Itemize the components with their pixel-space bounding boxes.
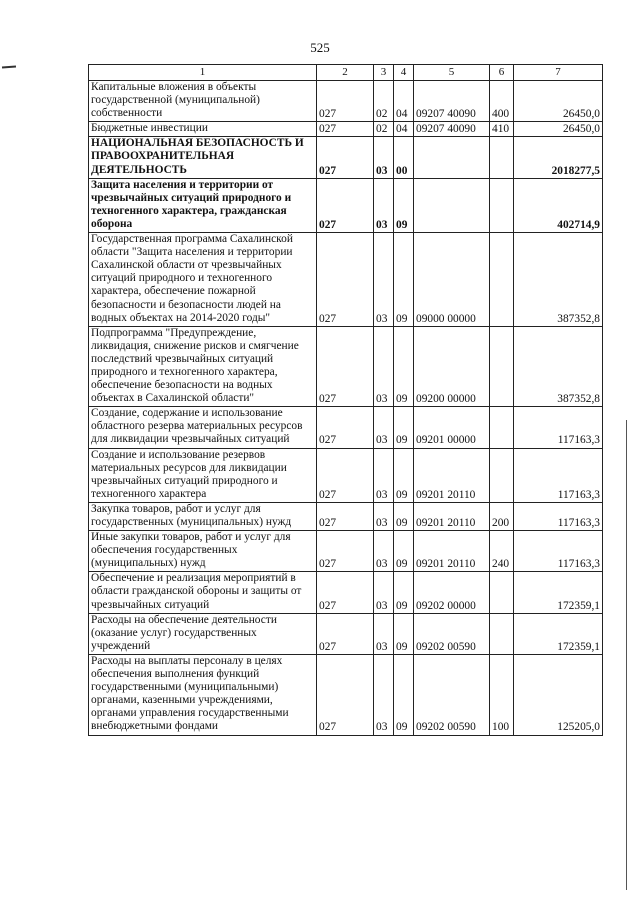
amount-value: 172359,1 (514, 613, 603, 654)
subsection-code: 09 (394, 178, 414, 232)
expense-type-code: 100 (490, 654, 514, 735)
target-article-code: 09000 00000 (414, 233, 490, 327)
table-row (89, 448, 603, 502)
admin-code: 027 (317, 572, 374, 613)
table-row (89, 654, 603, 735)
admin-code: 027 (317, 531, 374, 572)
row-name: Закупка товаров, работ и услуг для государственных (муниципальных) нужд (89, 502, 317, 530)
expense-type-code (490, 326, 514, 407)
section-code: 03 (374, 502, 394, 530)
table-row (89, 137, 603, 178)
subsection-code: 09 (394, 654, 414, 735)
section-code: 03 (374, 326, 394, 407)
column-header: 5 (414, 65, 490, 81)
subsection-code: 00 (394, 137, 414, 178)
admin-code: 027 (317, 613, 374, 654)
table-row (89, 81, 603, 122)
target-article-code (414, 137, 490, 178)
target-article-code: 09200 00000 (414, 326, 490, 407)
section-code: 03 (374, 178, 394, 232)
section-code: 02 (374, 122, 394, 137)
admin-code: 027 (317, 81, 374, 122)
section-code: 03 (374, 448, 394, 502)
expense-type-code: 410 (490, 122, 514, 137)
page-number: 525 (310, 40, 330, 55)
section-code: 03 (374, 654, 394, 735)
subsection-code: 09 (394, 613, 414, 654)
row-name: Обеспечение и реализация мероприятий в области гражданской обороны и защиты от чрезвычайных ситуаций (89, 572, 317, 613)
subsection-code: 09 (394, 572, 414, 613)
admin-code: 027 (317, 122, 374, 137)
column-header: 1 (89, 65, 317, 81)
amount-value: 117163,3 (514, 407, 603, 448)
scan-edge-line (626, 420, 627, 890)
amount-value: 387352,8 (514, 326, 603, 407)
row-name: Защита населения и территории от чрезвычайных ситуаций природного и техногенного характера, гражданская оборона (89, 178, 317, 232)
row-name: Государственная программа Сахалинской области "Защита населения и территории Сахалинской области от чрезвычайных ситуаций природного и техногенного характера, обеспечение пожарной безопасности и безопасности людей на водных объектах на 2014-2020 годы" (89, 233, 317, 327)
subsection-code: 04 (394, 81, 414, 122)
target-article-code: 09202 00590 (414, 654, 490, 735)
table-header-row (89, 65, 603, 81)
expense-type-code (490, 233, 514, 327)
subsection-code: 09 (394, 448, 414, 502)
row-name: Иные закупки товаров, работ и услуг для обеспечения государственных (муниципальных) нужд (89, 531, 317, 572)
section-code: 03 (374, 531, 394, 572)
admin-code: 027 (317, 448, 374, 502)
row-name: Расходы на обеспечение деятельности (оказание услуг) государственных учреждений (89, 613, 317, 654)
row-name: Создание, содержание и использование областного резерва материальных ресурсов для ликвидации чрезвычайных ситуаций (89, 407, 317, 448)
row-name: Капитальные вложения в объекты государственной (муниципальной) собственности (89, 81, 317, 122)
expense-type-code (490, 178, 514, 232)
budget-table (88, 64, 603, 736)
column-header: 6 (490, 65, 514, 81)
amount-value: 172359,1 (514, 572, 603, 613)
row-name: Бюджетные инвестиции (89, 122, 317, 137)
target-article-code: 09202 00590 (414, 613, 490, 654)
admin-code: 027 (317, 178, 374, 232)
amount-value: 26450,0 (514, 81, 603, 122)
amount-value: 387352,8 (514, 233, 603, 327)
expense-type-code (490, 448, 514, 502)
subsection-code: 09 (394, 407, 414, 448)
scan-mark (2, 66, 16, 69)
column-header: 2 (317, 65, 374, 81)
section-code: 03 (374, 572, 394, 613)
subsection-code: 09 (394, 502, 414, 530)
column-header: 7 (514, 65, 603, 81)
table-row (89, 326, 603, 407)
admin-code: 027 (317, 326, 374, 407)
target-article-code (414, 178, 490, 232)
row-name: Подпрограмма "Предупреждение, ликвидация, снижение рисков и смягчение последствий чрезвычайных ситуаций природного и техногенного характера, обеспечение безопасности на водных объектах в Сахалинской области" (89, 326, 317, 407)
target-article-code: 09202 00000 (414, 572, 490, 613)
admin-code: 027 (317, 654, 374, 735)
admin-code: 027 (317, 502, 374, 530)
target-article-code: 09201 00000 (414, 407, 490, 448)
target-article-code: 09201 20110 (414, 531, 490, 572)
amount-value: 117163,3 (514, 531, 603, 572)
subsection-code: 09 (394, 326, 414, 407)
expense-type-code (490, 572, 514, 613)
expense-type-code (490, 613, 514, 654)
row-name: НАЦИОНАЛЬНАЯ БЕЗОПАСНОСТЬ И ПРАВООХРАНИТЕЛЬНАЯ ДЕЯТЕЛЬНОСТЬ (89, 137, 317, 178)
amount-value: 26450,0 (514, 122, 603, 137)
admin-code: 027 (317, 233, 374, 327)
amount-value: 2018277,5 (514, 137, 603, 178)
expense-type-code: 400 (490, 81, 514, 122)
section-code: 03 (374, 613, 394, 654)
section-code: 03 (374, 233, 394, 327)
admin-code: 027 (317, 137, 374, 178)
expense-type-code (490, 407, 514, 448)
table-row (89, 178, 603, 232)
section-code: 03 (374, 407, 394, 448)
target-article-code: 09201 20110 (414, 502, 490, 530)
row-name: Расходы на выплаты персоналу в целях обеспечения выполнения функций государственными (муниципальными) органами, казенными учреждениями, органами управления государственными внебюджетными фондами (89, 654, 317, 735)
table-row (89, 502, 603, 530)
amount-value: 125205,0 (514, 654, 603, 735)
target-article-code: 09201 20110 (414, 448, 490, 502)
expense-type-code (490, 137, 514, 178)
amount-value: 117163,3 (514, 448, 603, 502)
column-header: 4 (394, 65, 414, 81)
expense-type-code: 240 (490, 531, 514, 572)
target-article-code: 09207 40090 (414, 122, 490, 137)
subsection-code: 04 (394, 122, 414, 137)
subsection-code: 09 (394, 233, 414, 327)
table-row (89, 572, 603, 613)
target-article-code: 09207 40090 (414, 81, 490, 122)
section-code: 03 (374, 137, 394, 178)
subsection-code: 09 (394, 531, 414, 572)
table-row (89, 531, 603, 572)
table-row (89, 407, 603, 448)
amount-value: 117163,3 (514, 502, 603, 530)
table-row (89, 613, 603, 654)
admin-code: 027 (317, 407, 374, 448)
row-name: Создание и использование резервов материальных ресурсов для ликвидации чрезвычайных ситуаций природного и техногенного характера (89, 448, 317, 502)
table-row (89, 233, 603, 327)
table-row (89, 122, 603, 137)
section-code: 02 (374, 81, 394, 122)
column-header: 3 (374, 65, 394, 81)
amount-value: 402714,9 (514, 178, 603, 232)
expense-type-code: 200 (490, 502, 514, 530)
